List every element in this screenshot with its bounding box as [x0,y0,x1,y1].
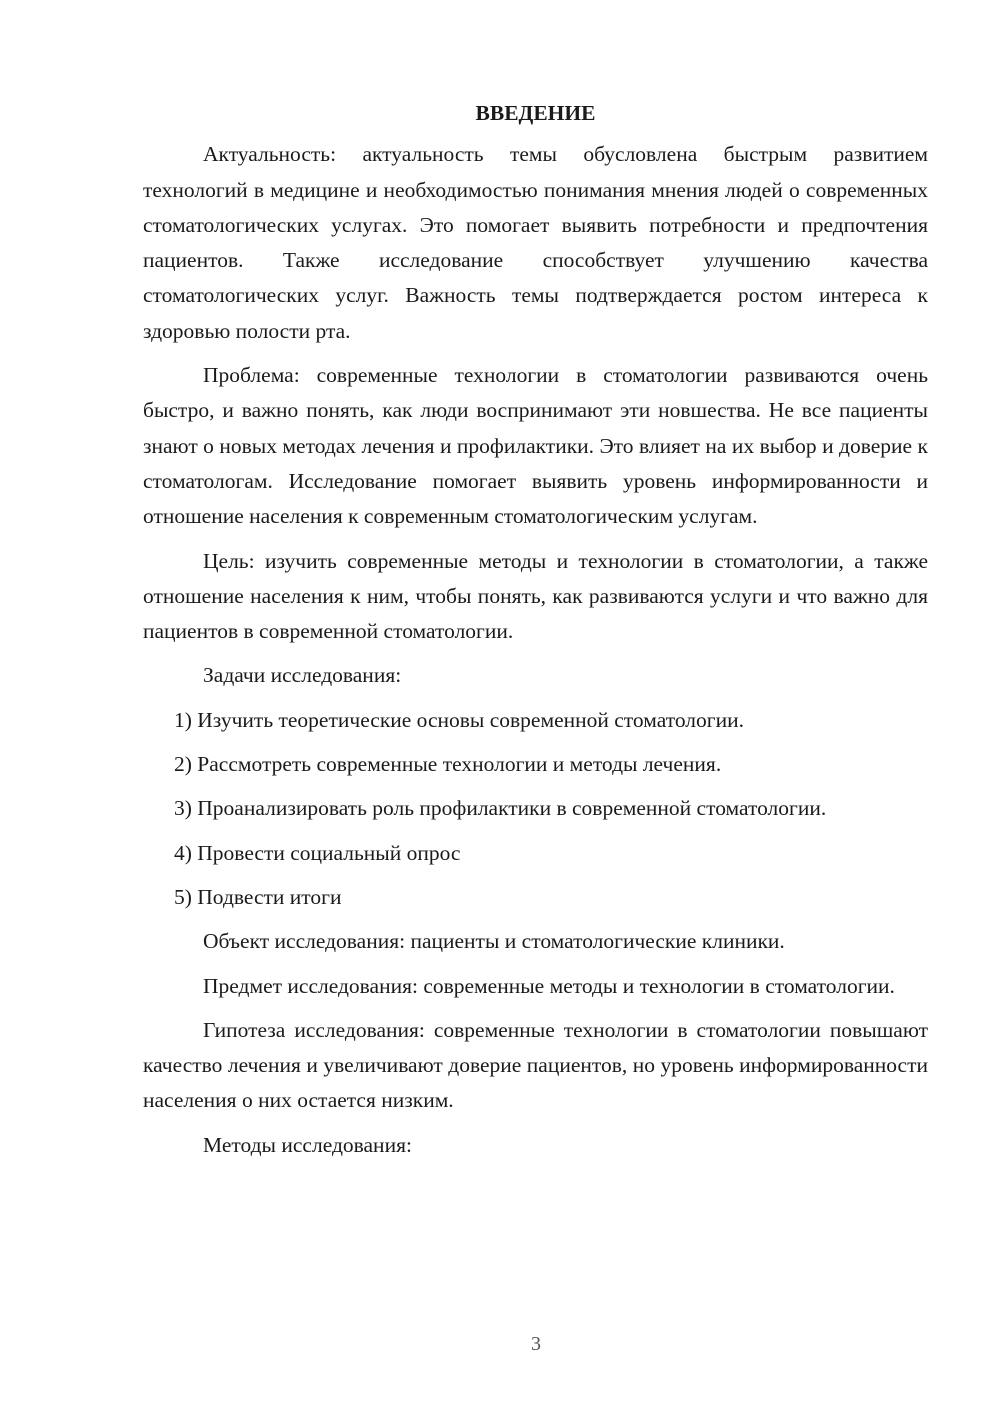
page-content [143,96,928,1172]
paragraph-tasks-heading: Задачи исследования: [203,663,402,688]
paragraph-methods: Методы исследования: [203,1132,412,1157]
task-item: 2) Рассмотреть современные технологии и методы лечения. [174,752,722,777]
section-title: ВВЕДЕНИЕ [475,101,596,125]
page-number: 3 [531,1333,541,1355]
paragraph-hypothesis: Гипотеза исследования: современные технологии в стоматологии повышают качество лечения и увеличивают доверие пациентов, но уровень информированности населения о них остается низким. [143,1017,928,1113]
paragraph-relevance: Актуальность: актуальность темы обусловлена быстрым развитием технологий в медицине и необходимостью понимания мнения людей о современных стоматологических услугах. Это помогает выявить потребности и предпочтения пациентов. Также исследование способствует улучшению качества стоматологических услуг. Важность темы подтверждается ростом интереса к здоровью полости рта. [143,142,928,343]
task-item: 1) Изучить теоретические основы современной стоматологии. [174,707,744,732]
task-item: 5) Подвести итоги [174,884,342,909]
paragraph-subject: Предмет исследования: современные методы и технологии в стоматологии. [203,973,895,998]
task-item: 3) Проанализировать роль профилактики в современной стоматологии. [174,796,827,821]
task-item: 4) Провести социальный опрос [174,840,461,865]
paragraph-problem: Проблема: современные технологии в стоматологии развиваются очень быстро, и важно понять, как люди воспринимают эти новшества. Не все пациенты знают о новых методах лечения и профилактики. Это влияет на их выбор и доверие к стоматологам. Исследование помогает выявить уровень информированности и отношение населения к современным стоматологическим услугам. [143,363,928,529]
paragraph-goal: Цель: изучить современные методы и технологии в стоматологии, а также отношение населения к ним, чтобы понять, как развиваются услуги и что важно для пациентов в современной стоматологии. [143,548,928,644]
paragraph-object: Объект исследования: пациенты и стоматологические клиники. [203,929,785,954]
